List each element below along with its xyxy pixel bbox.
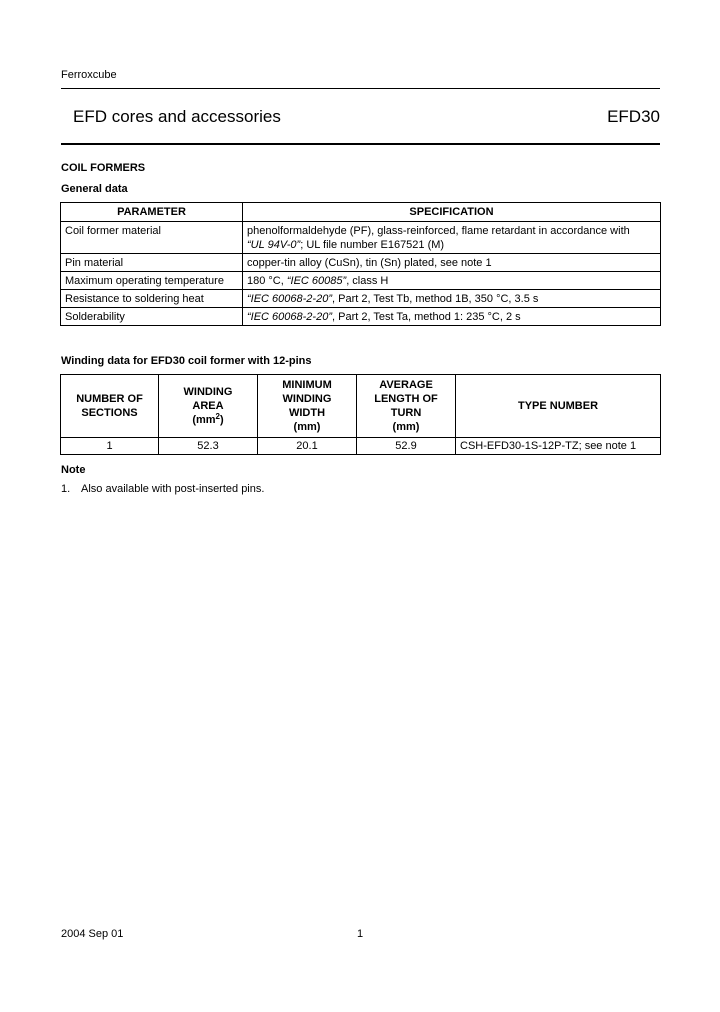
winding-data-heading: Winding data for EFD30 coil former with 12-pins (61, 355, 312, 367)
part-number: EFD30 (607, 107, 660, 126)
spec-cell (243, 272, 661, 290)
note-heading: Note (61, 464, 86, 476)
sections-cell: 1 (61, 438, 159, 455)
subheading-general-data: General data (61, 183, 128, 195)
winding-data-table (60, 374, 661, 455)
standard-ref: “IEC 60085” (286, 275, 347, 287)
length-cell: 52.9 (357, 438, 456, 455)
width-cell: 20.1 (258, 438, 357, 455)
column-header-parameter: PARAMETER (61, 203, 243, 222)
spec-cell: copper-tin alloy (CuSn), tin (Sn) plated, see note 1 (243, 254, 661, 272)
table-row (61, 438, 661, 455)
standard-ref: “UL 94V-0” (247, 239, 301, 251)
spec-text: 180 °C, (247, 275, 287, 287)
table-header-row (61, 375, 661, 438)
table-row (61, 308, 661, 326)
company-name: Ferroxcube (61, 69, 117, 81)
document-title: EFD cores and accessories (73, 107, 281, 126)
spec-text: , Part 2, Test Tb, method 1B, 350 °C, 3.5 s (332, 293, 539, 305)
note-item (61, 483, 70, 495)
spec-cell (243, 222, 661, 254)
standard-ref: “IEC 60068-2-20” (247, 293, 332, 305)
spec-text: , class H (346, 275, 389, 287)
table-row (61, 222, 661, 254)
spec-text: ; UL file number E167521 (M) (300, 239, 445, 251)
spec-cell (243, 290, 661, 308)
param-cell: Resistance to soldering heat (61, 290, 243, 308)
note-number: 1. (61, 483, 71, 495)
table-row (61, 272, 661, 290)
param-cell: Coil former material (61, 222, 243, 254)
column-header-specification: SPECIFICATION (243, 203, 661, 222)
section-heading-coil-formers: COIL FORMERS (61, 162, 146, 174)
page-number: 1 (357, 928, 364, 940)
column-header-sections: NUMBER OF SECTIONS (61, 375, 159, 438)
column-header-avg-turn-length: AVERAGE LENGTH OF TURN (mm) (357, 375, 456, 438)
title-divider (61, 143, 660, 145)
note-text: Also available with post-inserted pins. (81, 483, 265, 495)
area-cell: 52.3 (159, 438, 258, 455)
spec-text: phenolformaldehyde (PF), glass-reinforced, flame retardant in accordance with (247, 225, 630, 237)
param-cell: Pin material (61, 254, 243, 272)
header-divider (61, 88, 660, 89)
footer-date: 2004 Sep 01 (61, 928, 124, 940)
type-number-cell: CSH-EFD30-1S-12P-TZ; see note 1 (456, 438, 661, 455)
column-header-min-winding-width: MINIMUM WINDING WIDTH (mm) (258, 375, 357, 438)
general-data-table (60, 202, 661, 326)
standard-ref: “IEC 60068-2-20” (247, 311, 332, 323)
spec-cell (243, 308, 661, 326)
spec-text: , Part 2, Test Ta, method 1: 235 °C, 2 s (332, 311, 521, 323)
table-row (61, 290, 661, 308)
table-header-row (61, 203, 661, 222)
column-header-type-number: TYPE NUMBER (456, 375, 661, 438)
column-header-winding-area: WINDING AREA $(mm^2)$ (159, 375, 258, 438)
table-row (61, 254, 661, 272)
param-cell: Solderability (61, 308, 243, 326)
param-cell: Maximum operating temperature (61, 272, 243, 290)
